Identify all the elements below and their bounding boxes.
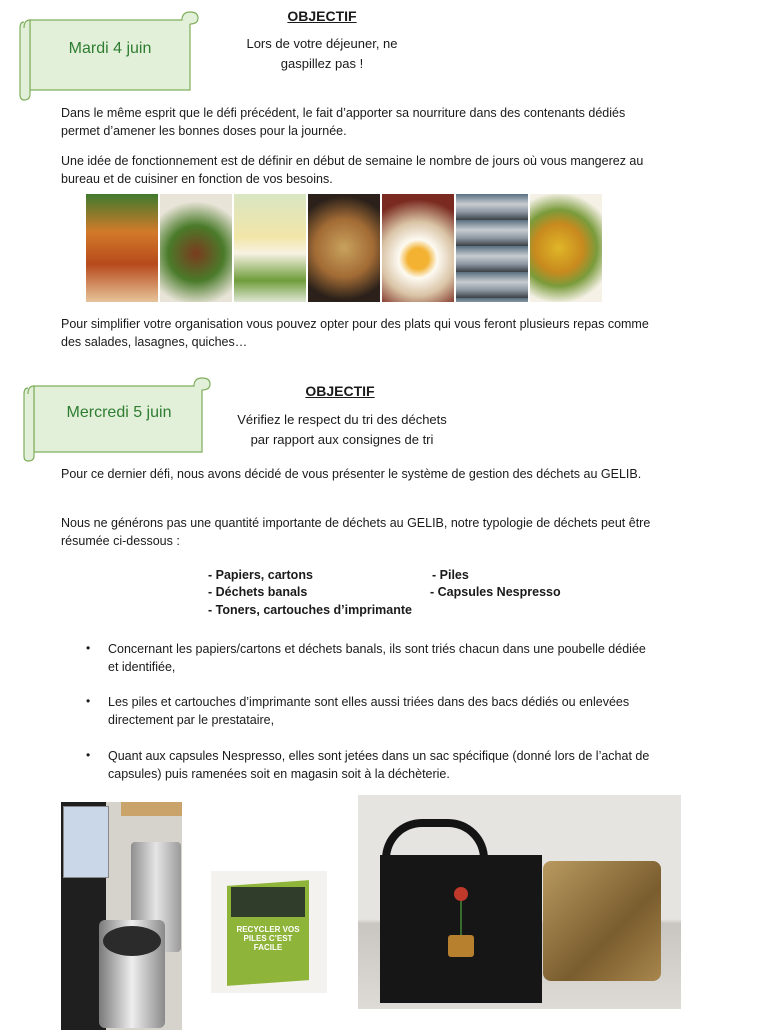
waste-item-nespresso: - Capsules Nespresso: [430, 585, 561, 599]
food-photo-fish-asparagus: [234, 194, 306, 302]
food-photo-curry-rice: [530, 194, 602, 302]
food-photo-beef-salad: [160, 194, 232, 302]
day1-date: Mardi 4 juin: [68, 40, 152, 57]
waste-item-paper: - Papiers, cartons: [208, 568, 313, 582]
day1-objective-line2: gaspillez pas !: [280, 56, 364, 71]
food-photo-grilled-fish: [456, 194, 528, 302]
food-photo-lasagna: [86, 194, 158, 302]
day1-paragraph-3: Pour simplifier votre organisation vous pouvez opter pour des plats qui vous feront plusieurs repas comme des salades, lasagnes, quiches…: [61, 317, 649, 349]
day2-objective-line2: par rapport aux consignes de tri: [250, 432, 434, 447]
photo-trash-bin: [61, 802, 182, 1030]
day1-objective-line1: Lors de votre déjeuner, ne: [246, 36, 398, 51]
day2-date: Mercredi 5 juin: [66, 404, 172, 421]
day1-objective-label: OBJECTIF: [287, 8, 357, 24]
bullet-marker: •: [86, 641, 91, 655]
bullet-item-2: Les piles et cartouches d’imprimante sont elles aussi triées dans des bacs dédiés ou enlevées directement par le prestataire,: [108, 695, 630, 727]
food-photo-egg: [382, 194, 454, 302]
day2-paragraph-2: Nous ne générons pas une quantité importante de déchets au GELIB, notre typologie de déchets peut être résumée ci-dessous :: [61, 516, 651, 548]
bullet-item-1: Concernant les papiers/cartons et déchets banals, ils sont triés chacun dans une poubelle dédiée et identifiée,: [108, 642, 646, 674]
day1-paragraph-2: Une idée de fonctionnement est de définir en début de semaine le nombre de jours où vous mangerez au bureau et de cuisiner en fonction de vos besoins.: [61, 154, 644, 186]
waste-item-batteries: - Piles: [432, 568, 469, 582]
photo-battery-box: [211, 871, 327, 993]
bullet-marker: •: [86, 748, 91, 762]
waste-item-general: - Déchets banals: [208, 585, 308, 599]
photo-nespresso-bags: [358, 795, 681, 1009]
bullet-marker: •: [86, 694, 91, 708]
day2-paragraph-1: Pour ce dernier défi, nous avons décidé de vous présenter le système de gestion des déchets au GELIB.: [61, 467, 642, 481]
day2-objective-label: OBJECTIF: [305, 383, 375, 399]
day1-paragraph-1: Dans le même esprit que le défi précédent, le fait d’apporter sa nourriture dans des contenants dédiés permet d’amener les bonnes doses pour la journée.: [61, 106, 626, 138]
bullet-item-3: Quant aux capsules Nespresso, elles sont jetées dans un sac spécifique (donné lors de l’achat de capsules) puis ramenées soit en magasin soit à la déchèterie.: [108, 749, 650, 781]
food-photo-fried-rice: [308, 194, 380, 302]
waste-item-toners: - Toners, cartouches d’imprimante: [208, 603, 412, 617]
battery-box-label: RECYCLER VOS PILES C’EST FACILE: [236, 925, 300, 952]
day2-objective-line1: Vérifiez le respect du tri des déchets: [237, 412, 447, 427]
